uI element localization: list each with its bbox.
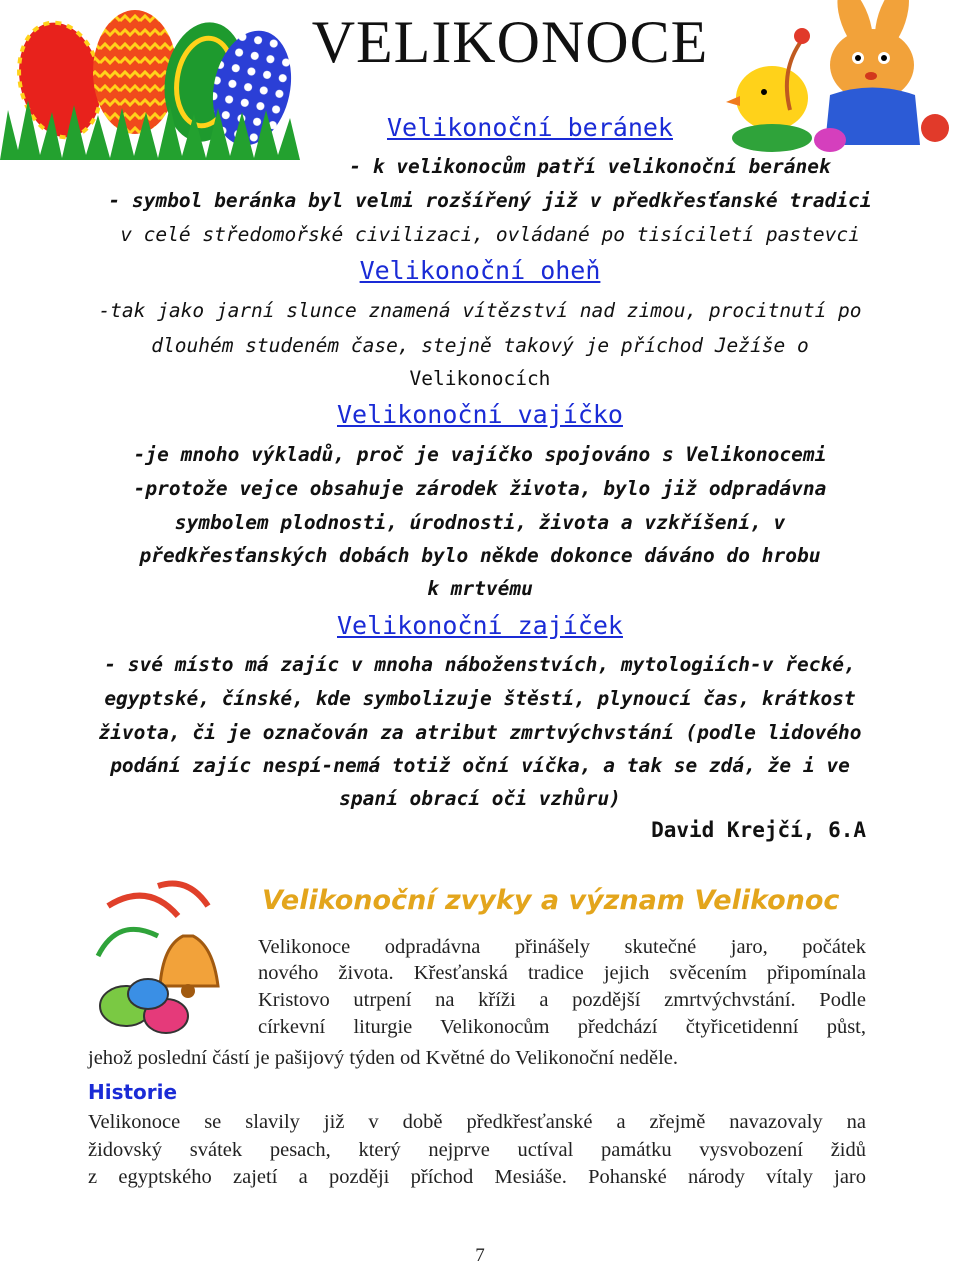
zajicek-line-4: podání zajíc nespí-nemá totiž oční víčka, a tak se zdá, že i ve xyxy=(110,754,850,777)
beranek-line-1: - k velikonocům patří velikonoční beránek xyxy=(349,155,831,178)
zvyky-line-3: Kristovo utrpení na kříži a pozdější zmrtvýchvstání. Podle xyxy=(258,989,866,1011)
heading-vajicko: Velikonoční vajíčko xyxy=(337,400,623,429)
historie-line-3: z egyptského zajetí a později příchod Mesiáše. Pohanské národy vítaly jaro xyxy=(88,1166,866,1188)
heading-zajicek: Velikonoční zajíček xyxy=(337,611,623,640)
zvyky-line-5: jehož poslední částí je pašijový týden od Květné do Velikonoční neděle. xyxy=(88,1047,678,1069)
author: David Krejčí, 6.A xyxy=(651,818,866,842)
vajicko-line-1: -je mnoho výkladů, proč je vajíčko spojováno s Velikonocemi xyxy=(133,443,827,466)
heading-beranek: Velikonoční beránek xyxy=(387,113,673,142)
ohen-line-1: -tak jako jarní slunce znamená vítězství nad zimou, procitnutí po xyxy=(98,299,862,322)
vajicko-line-3: symbolem plodnosti, úrodnosti, života a vzkříšení, v xyxy=(174,511,786,534)
beranek-line-3: v celé středomořské civilizaci, ovládané po tisíciletí pastevci xyxy=(120,223,860,246)
zvyky-line-4: církevní liturgie Velikonocům předchází čtyřicetidenní půst, xyxy=(258,1016,866,1038)
page-title: VELIKONOCE xyxy=(311,9,709,75)
zajicek-line-2: egyptské, čínské, kde symbolizuje štěstí, plynoucí čas, krátkost xyxy=(104,687,856,710)
zajicek-line-5: spaní obrací oči vzhůru) xyxy=(339,787,621,810)
historie-line-2: židovský svátek pesach, který nejprve uctíval památku vysvobození židů xyxy=(88,1139,866,1161)
vajicko-line-2: -protože vejce obsahuje zárodek života, bylo již odpradávna xyxy=(133,477,827,500)
ohen-line-3: Velikonocích xyxy=(409,367,551,390)
historie-line-1: Velikonoce se slavily již v době předkřesťanské a zřejmě navazovaly na xyxy=(88,1111,866,1133)
easter-bell-illustration xyxy=(88,876,248,1036)
zvyky-line-1: Velikonoce odpradávna přinášely skutečné jaro, počátek xyxy=(258,936,866,958)
vajicko-line-5: k mrtvému xyxy=(427,577,533,600)
beranek-line-2: - symbol beránka byl velmi rozšířený již v předkřesťanské tradici xyxy=(108,189,872,212)
zvyky-line-2: nového života. Křesťanská tradice jejich svěcením připomínala xyxy=(258,962,866,984)
zajicek-line-1: - své místo má zajíc v mnoha náboženstvích, mytologiích-v řecké, xyxy=(104,653,856,676)
vajicko-line-4: předkřesťanských dobách bylo někde dokonce dáváno do hrobu xyxy=(139,544,821,567)
heading-historie: Historie xyxy=(88,1080,178,1104)
ohen-line-2: dlouhém studeném čase, stejně takový je příchod Ježíše o xyxy=(151,334,809,357)
page-number: 7 xyxy=(475,1245,485,1266)
heading-zvyky: Velikonoční zvyky a význam Velikonoc xyxy=(262,885,840,916)
easter-eggs-illustration xyxy=(0,0,300,160)
zajicek-line-3: života, či je označován za atribut zmrtvýchvstání (podle lidového xyxy=(98,721,862,744)
heading-ohen: Velikonoční oheň xyxy=(359,256,601,285)
